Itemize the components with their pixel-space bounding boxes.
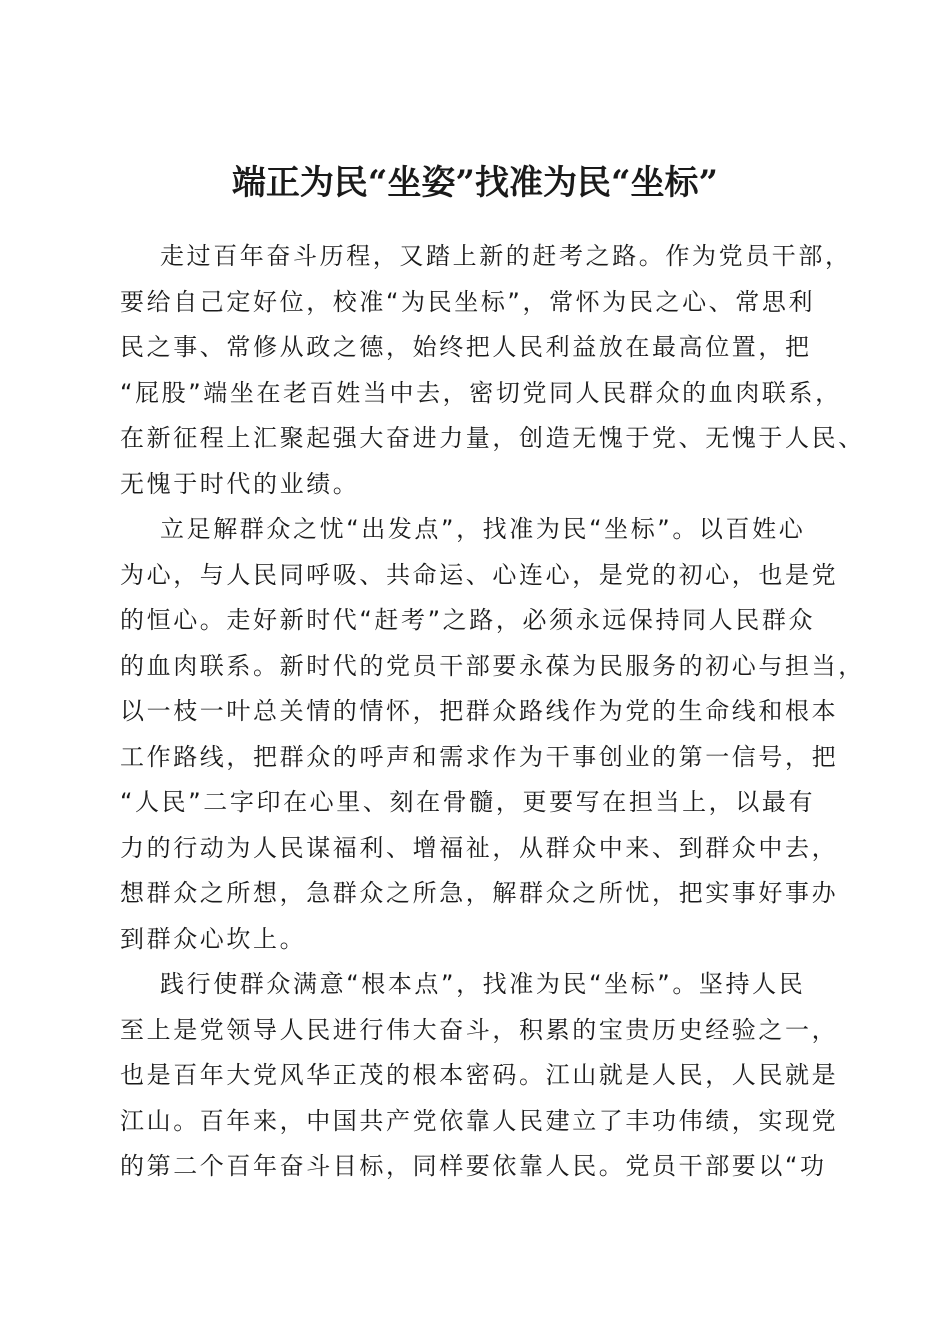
paragraph-line: 想群众之所想，急群众之所急，解群众之所忧，把实事好事办 [120, 879, 839, 907]
paragraph-line: 江山。百年来，中国共产党依靠人民建立了丰功伟绩，实现党 [120, 1106, 839, 1135]
paragraph-line: 无愧于时代的业绩。 [120, 469, 360, 498]
page-title: 端正为民“坐姿”找准为民“坐标” [231, 162, 719, 203]
paragraph-line: 民之事、常修从政之德，始终把人民利益放在最高位置，把 [120, 333, 812, 361]
paragraph-line: 要给自己定好位，校准“为民坐标”，常怀为民之心、常思利 [120, 287, 816, 316]
paragraph-1 [120, 234, 865, 507]
paragraph-line: 的恒心。走好新时代“赶考”之路，必须永远保持同人民群众 [120, 606, 816, 634]
paragraph-line: 在新征程上汇聚起强大奋进力量，创造无愧于党、无愧于人民、 [120, 424, 865, 452]
paragraph-line: 力的行动为人民谋福利、增福祉，从群众中来、到群众中去， [120, 833, 839, 862]
paragraph-line: “人民”二字印在心里、刻在骨髓，更要写在担当上，以最有 [120, 788, 816, 816]
paragraph-line: 到群众心坎上。 [120, 924, 307, 953]
paragraph-line: 为心，与人民同呼吸、共命运、心连心，是党的初心，也是党 [120, 560, 839, 589]
paragraph-line: 立足解群众之忧“出发点”，找准为民“坐标”。以百姓心 [160, 515, 806, 543]
paragraph-line: 走过百年奋斗历程，又踏上新的赶考之路。作为党员干部， [160, 242, 852, 270]
paragraph-3 [120, 962, 840, 1190]
paragraph-line: 的血肉联系。新时代的党员干部要永葆为民服务的初心与担当， [120, 651, 865, 680]
paragraph-line: “屁股”端坐在老百姓当中去，密切党同人民群众的血肉联系， [120, 378, 842, 407]
paragraph-line: 也是百年大党风华正茂的根本密码。江山就是人民，人民就是 [120, 1061, 839, 1089]
paragraph-line: 的第二个百年奋斗目标，同样要依靠人民。党员干部要以“功 [120, 1152, 827, 1180]
paragraph-2 [120, 507, 865, 962]
paragraph-line: 至上是党领导人民进行伟大奋斗，积累的宝贵历史经验之一， [120, 1015, 839, 1044]
paragraph-line: 工作路线，把群众的呼声和需求作为干事创业的第一信号，把 [120, 742, 839, 771]
paragraph-line: 以一枝一叶总关情的情怀，把群众路线作为党的生命线和根本 [120, 697, 839, 725]
document-body [120, 234, 865, 1190]
paragraph-line: 践行使群众满意“根本点”，找准为民“坐标”。坚持人民 [160, 970, 806, 998]
